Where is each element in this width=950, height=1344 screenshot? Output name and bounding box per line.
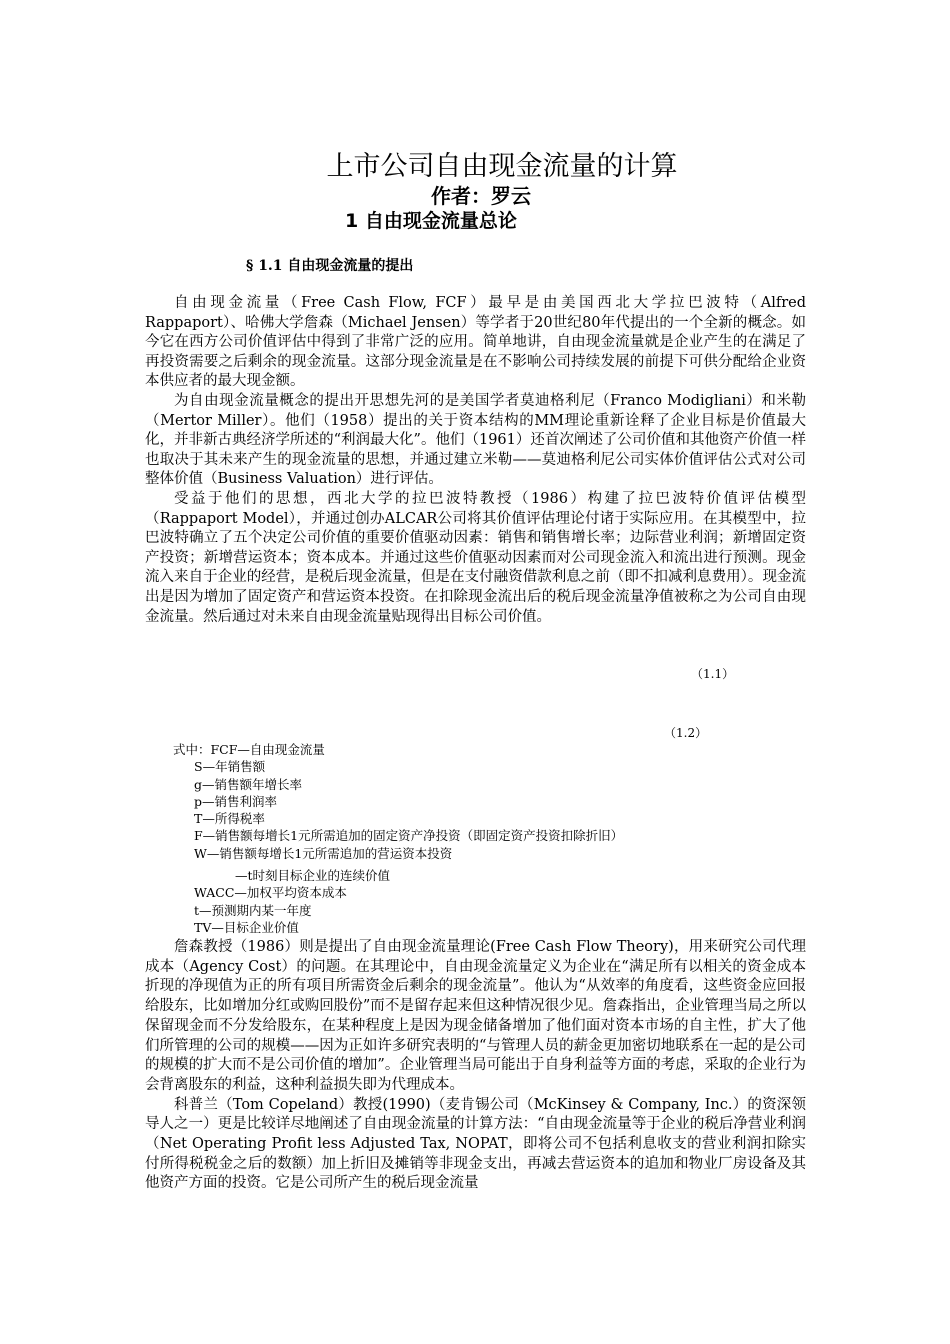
body-text-part-1	[145, 294, 806, 627]
chapter-heading: 1 自由现金流量总论	[345, 210, 517, 232]
equation-number-2: （1.2）	[664, 726, 708, 740]
paragraph: 受益于他们的思想，西北大学的拉巴波特教授（1986）构建了拉巴波特价值评估模型（Rappaport Model），并通过创办ALCAR公司将其价值评估理论付诸于实际应用。在其模型中，拉巴波特确立了五个决定公司价值的重要价值驱动因素：销售和销售增长率；边际营业利润；新增固定资产投资；新增营运资本；资本成本。并通过这些价值驱动因素而对公司现金流入和流出进行预测。现金流入来自于企业的经营，是税后现金流量，但是在支付融资借款利息之前（即不扣减利息费用）。现金流出是因为增加了固定资产和营运资本投资。在扣除现金流出后的税后现金流量净值被称之为公司自由现金流量。然后通过对未来自由现金流量贴现得出目标公司价值。	[145, 490, 806, 625]
paragraph: 詹森教授（1986）则是提出了自由现金流量理论(Free Cash Flow Theory)，用来研究公司代理成本（Agency Cost）的问题。在其理论中，自由现金流量定义为企业在“满足所有以相关的资金成本折现的净现值为正的所有项目所需资金后剩余的现金流量”。他认为“从效率的角度看，这些资金应回报给股东，比如增加分红或购回股份”而不是留存起来但这种情况很少见。詹森指出，企业管理当局之所以保留现金而不分发给股东，在某种程度上是因为现金储备增加了他们面对资本市场的自主性，扩大了他们所管理的公司的规模——因为正如许多研究表明的“与管理人员的薪金更加密切地联系在一起的是公司的规模的扩大而不是公司价值的增加”。企业管理当局可能出于自身利益等方面的考虑，采取的企业行为会背离股东的利益，这种利益损失即为代理成本。	[145, 939, 806, 1093]
variable-item: t—预测期内某一年度	[194, 902, 312, 918]
paragraph: 自由现金流量（Free Cash Flow, FCF）最早是由美国西北大学拉巴波特（Alfred Rappaport）、哈佛大学詹森（Michael Jensen）等学者于20世纪80年代提出的一个全新的概念。如今它在西方公司价值评估中得到了非常广泛的应用。简单地讲，自由现金流量就是企业产生的在满足了再投资需要之后剩余的现金流量。这部分现金流量是在不影响公司持续发展的前提下可供分配给企业资本供应者的最大现金额。	[145, 295, 806, 390]
variable-item: S—年销售额	[194, 759, 266, 775]
section-heading: § 1.1 自由现金流量的提出	[246, 258, 414, 274]
variable-definitions	[173, 741, 623, 936]
page-title: 上市公司自由现金流量的计算	[326, 151, 678, 182]
variable-item: W—销售额每增长1元所需追加的营运资本投资	[194, 845, 453, 861]
body-text-part-2	[145, 938, 806, 1194]
variable-intro: 式中：FCF—自由现金流量	[173, 742, 325, 757]
author-line: 作者：罗云	[431, 184, 531, 208]
variable-item: F—销售额每增长1元所需追加的固定资产净投资（即固定资产投资扣除折旧）	[194, 828, 624, 844]
variable-item: WACC—加权平均资本成本	[194, 885, 347, 901]
variable-item: —t时刻目标企业的连续价值	[235, 868, 391, 884]
paragraph: 科普兰（Tom Copeland）教授(1990)（麦肯锡公司（McKinsey & Company, Inc.）的资深领导人之一）更是比较详尽地阐述了自由现金流量的计算方法：“自由现金流量等于企业的税后净营业利润（Net Operating Profit less Adjusted Tax, NOPAT，即将公司不包括利息收支的营业利润扣除实付所得税税金之后的数额）加上折旧及摊销等非现金支出，再减去营运资本的追加和物业厂房设备及其他资产方面的投资。它是公司所产生的税后现金流量	[145, 1096, 806, 1192]
variable-item: g—销售额年增长率	[194, 776, 303, 792]
variable-item: T—所得税率	[194, 811, 265, 827]
equation-number-1: （1.1）	[691, 667, 735, 681]
variable-item: p—销售利润率	[194, 793, 278, 809]
variable-item: TV—目标企业价值	[194, 919, 299, 935]
paragraph: 为自由现金流量概念的提出开思想先河的是美国学者莫迪格利尼（Franco Modigliani）和米勒（Mertor Miller）。他们（1958）提出的关于资本结构的MM理论重新诠释了企业目标是价值最大化，并非新古典经济学所述的“利润最大化”。他们（1961）还首次阐述了公司价值和其他资产价值一样也取决于其未来产生的现金流量的思想，并通过建立米勒——莫迪格利尼公司实体价值评估公式对公司整体价值（Business Valuation）进行评估。	[145, 392, 806, 488]
